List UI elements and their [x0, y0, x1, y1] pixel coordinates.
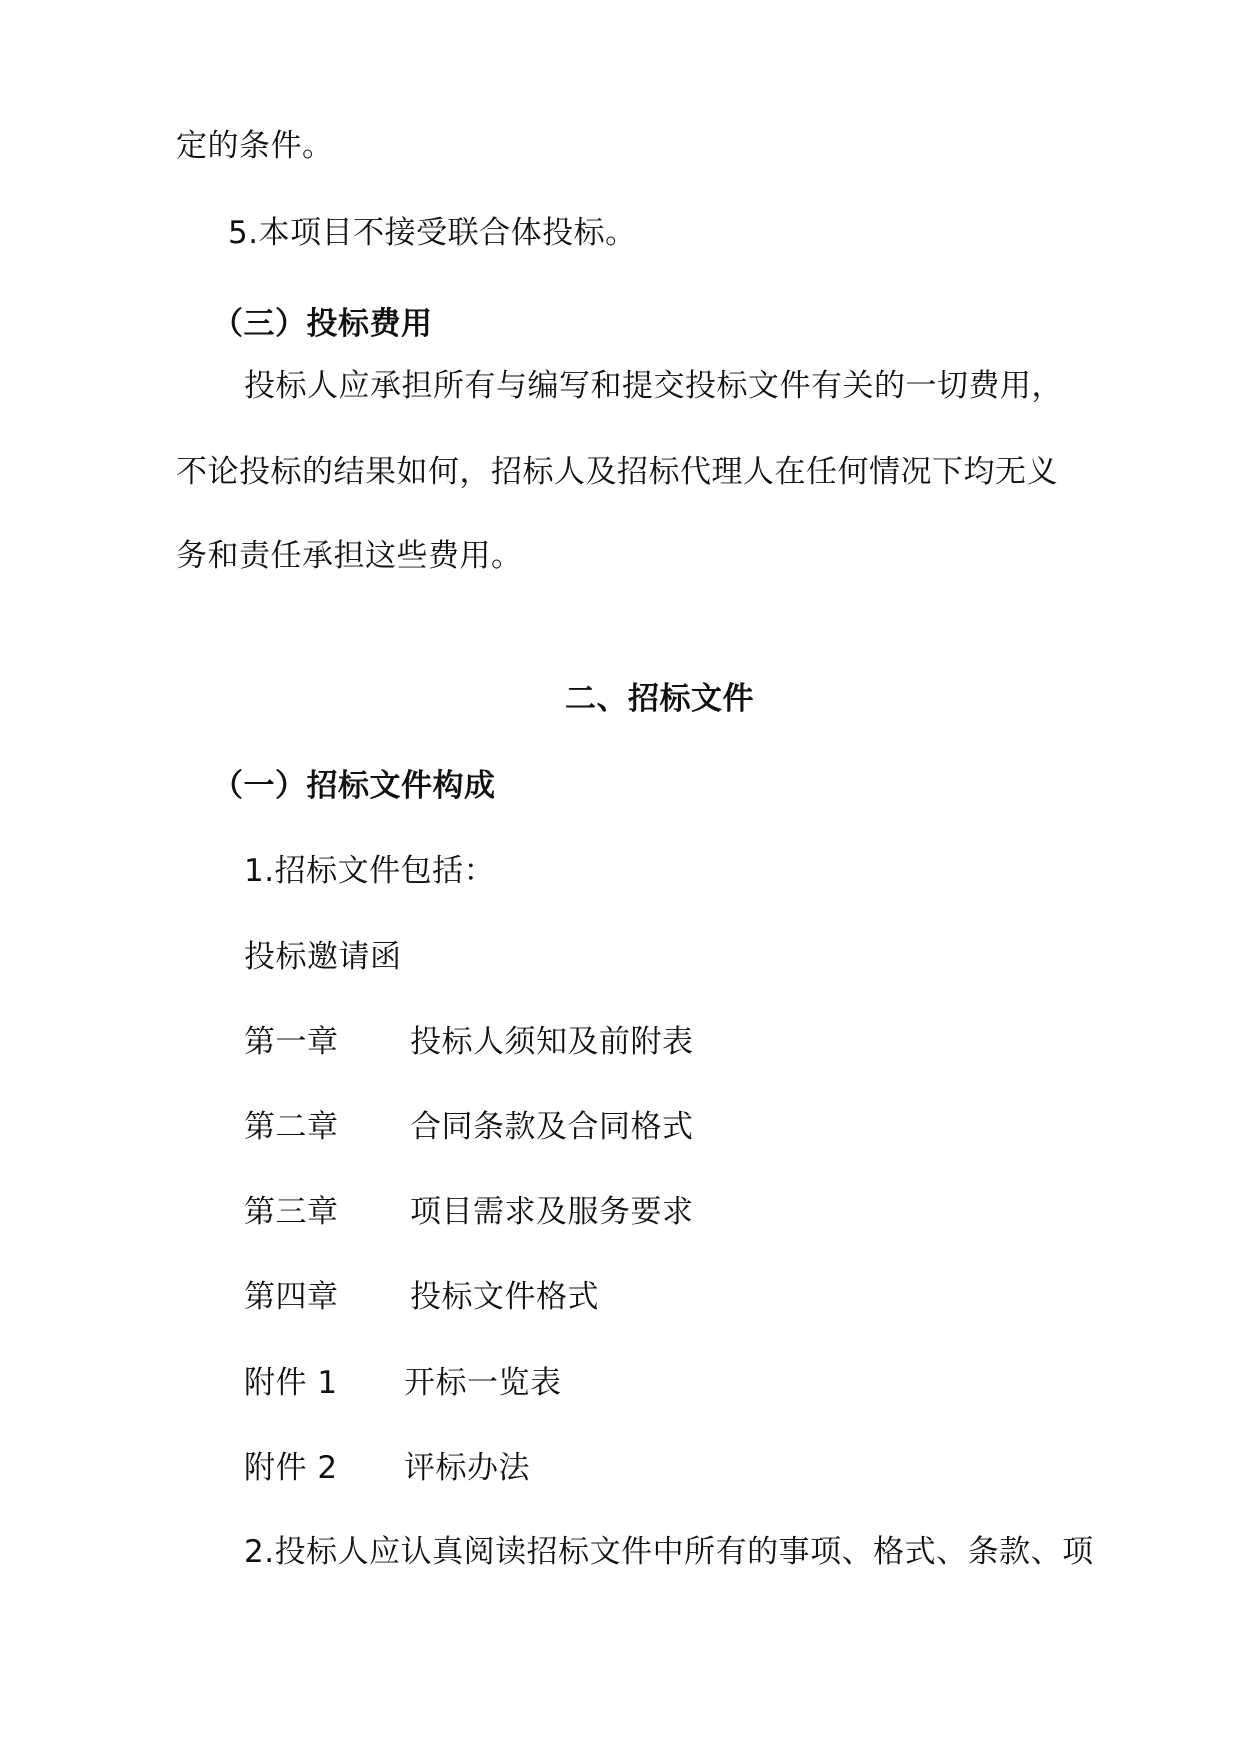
fees-paragraph-line-1: 投标人应承担所有与编写和提交投标文件有关的一切费用，	[244, 368, 1063, 404]
toc-item-label: 附件 1	[244, 1365, 338, 1401]
toc-item	[244, 1277, 599, 1317]
item-5-text: 5.本项目不接受联合体投标。	[228, 215, 637, 251]
toc-item-text: 投标人须知及前附表	[410, 1024, 694, 1060]
section-2-intro: 1.招标文件包括：	[244, 853, 496, 889]
toc-item	[244, 1107, 694, 1147]
toc-item-text: 评标办法	[404, 1450, 530, 1486]
toc-item-label: 附件 2	[244, 1450, 338, 1486]
toc-item-text: 合同条款及合同格式	[410, 1109, 694, 1145]
item-2-text: 2.投标人应认真阅读招标文件中所有的事项、格式、条款、项	[244, 1534, 1094, 1570]
toc-item-text: 投标文件格式	[410, 1279, 599, 1315]
toc-item-text: 项目需求及服务要求	[410, 1194, 694, 1230]
fees-heading: （三）投标费用	[212, 306, 433, 342]
toc-item	[244, 1363, 562, 1403]
invitation-item: 投标邀请函	[244, 939, 402, 975]
toc-item	[244, 1022, 694, 1062]
toc-item-label: 第三章	[244, 1194, 339, 1230]
toc-item-label: 第二章	[244, 1109, 339, 1145]
fees-paragraph-line-2: 不论投标的结果如何，招标人及招标代理人在任何情况下均无义	[176, 454, 1058, 490]
toc-item	[244, 1448, 530, 1488]
section-2-subheading: （一）招标文件构成	[212, 768, 496, 804]
toc-item-text: 开标一览表	[404, 1365, 562, 1401]
fees-paragraph-line-3: 务和责任承担这些费用。	[176, 538, 523, 574]
carry-over-text: 定的条件。	[176, 128, 334, 164]
toc-item	[244, 1192, 694, 1232]
toc-item-label: 第四章	[244, 1279, 339, 1315]
toc-item-label: 第一章	[244, 1024, 339, 1060]
section-2-title: 二、招标文件	[565, 681, 754, 717]
